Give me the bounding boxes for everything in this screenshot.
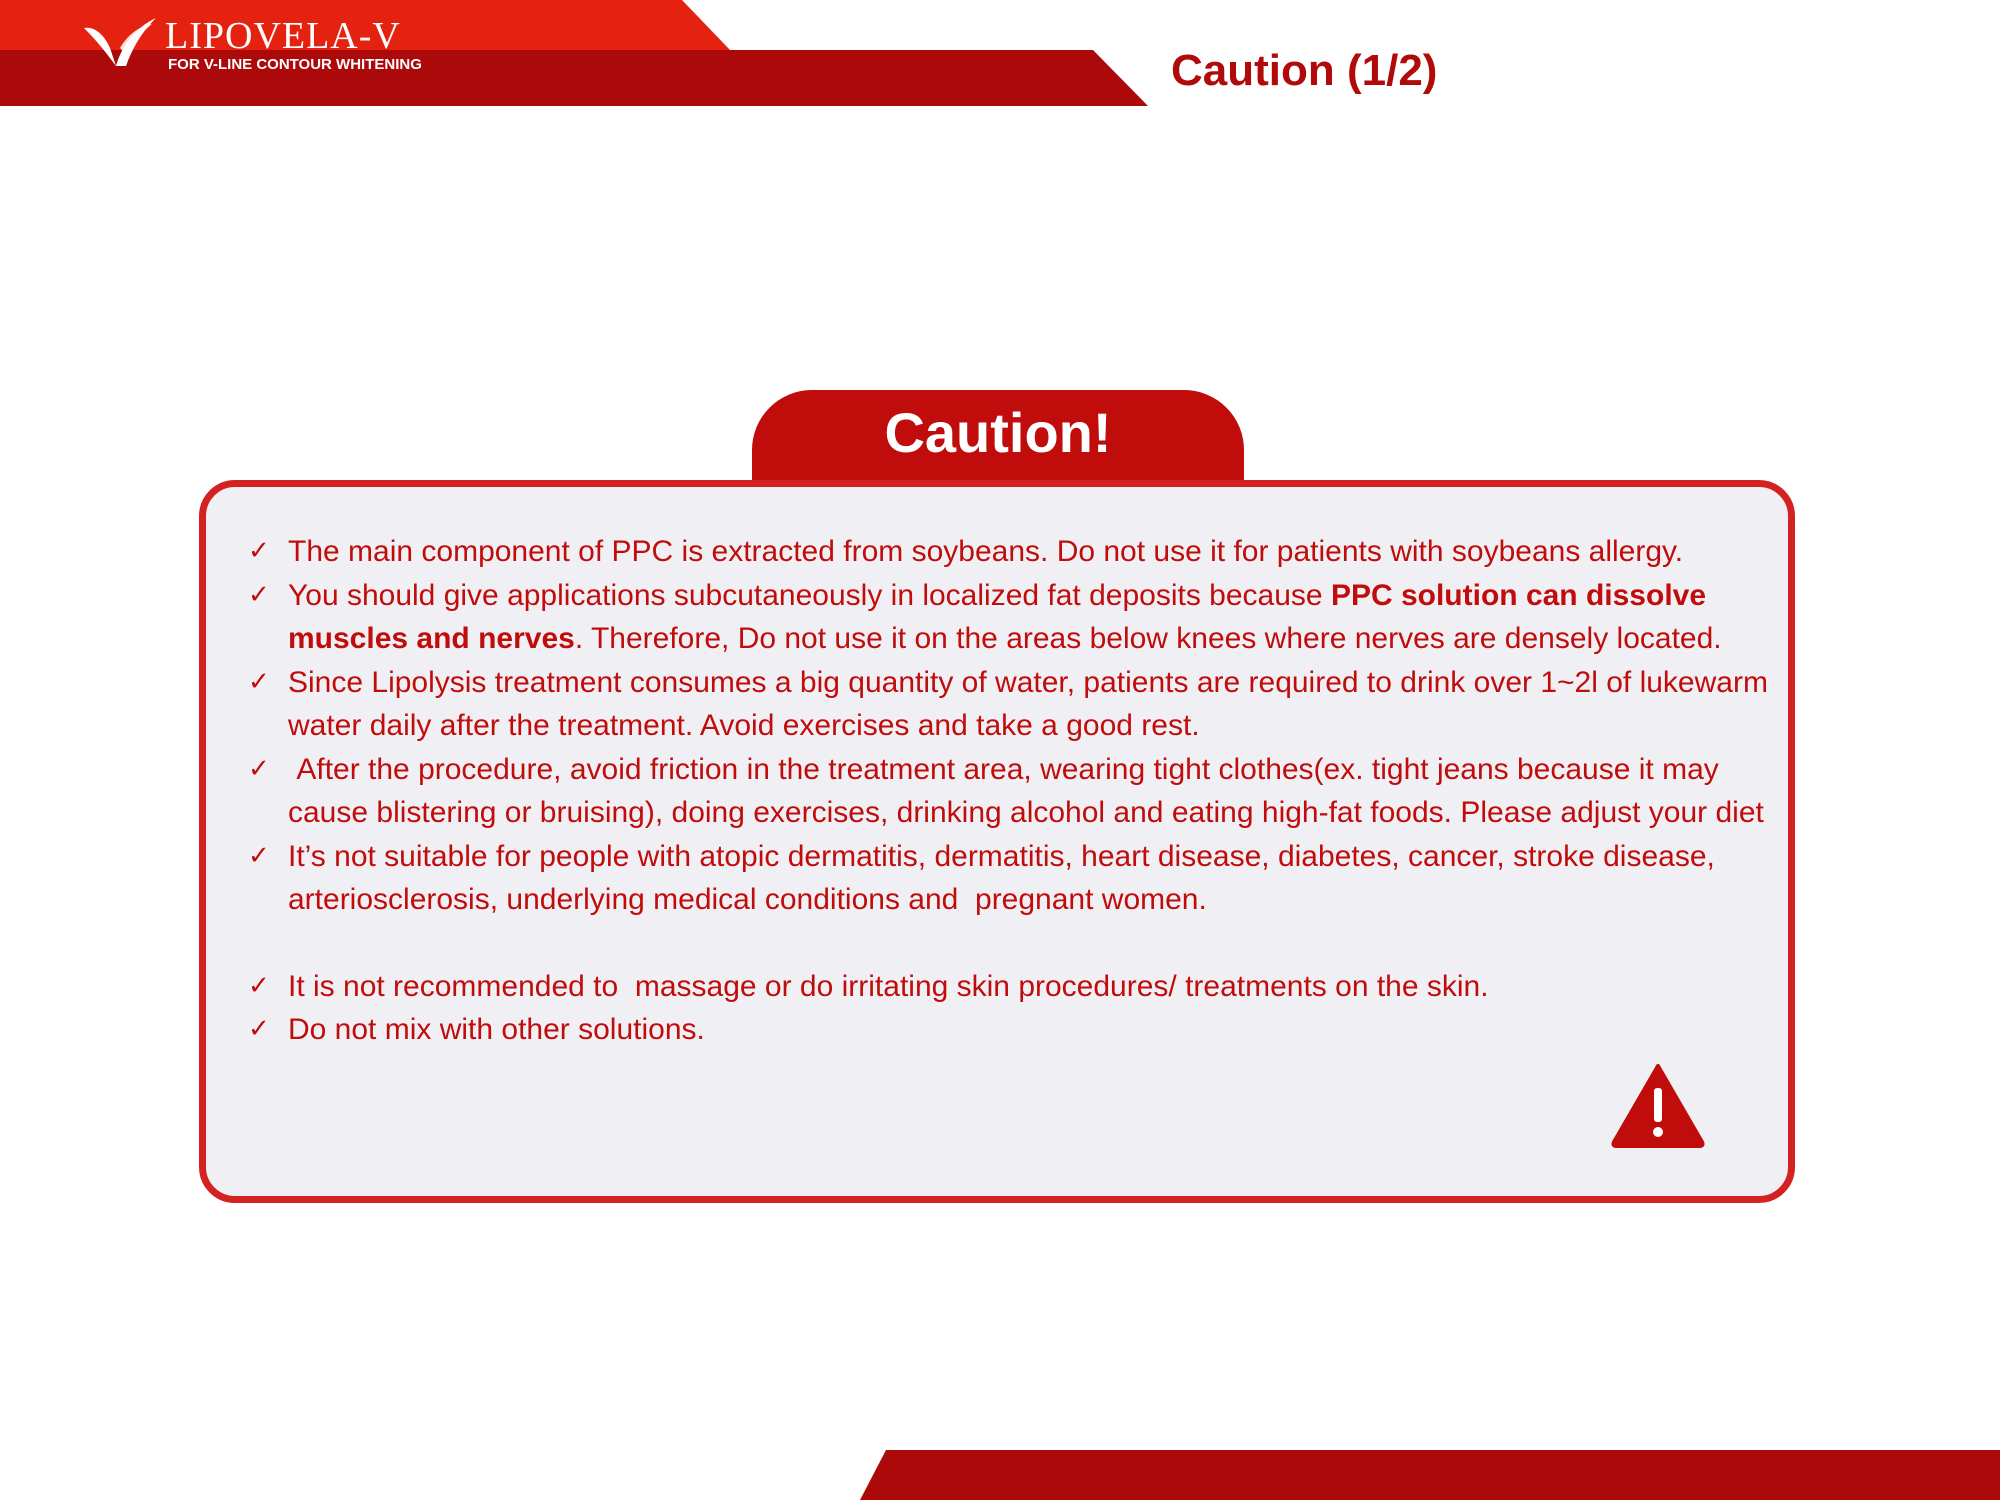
brand-name: LIPOVELA-V — [165, 15, 401, 57]
list-item — [248, 748, 1768, 835]
warning-triangle-icon — [1610, 1062, 1706, 1148]
page-title: Caution (1/2) — [1171, 46, 1438, 95]
caution-list — [248, 530, 1768, 1052]
item-text: You should give applications subcutaneously in localized fat deposits because — [288, 578, 1331, 612]
footer-band — [860, 1450, 2000, 1500]
check-icon: ✓ — [248, 840, 270, 871]
list-item — [248, 530, 1768, 574]
check-icon: ✓ — [248, 1014, 270, 1044]
list-item — [248, 965, 1768, 1009]
item-text: It’s not suitable for people with atopic dermatitis, dermatitis, heart disease, diabetes, cancer, stroke disease, arteriosclerosis, underlying medical conditions and pregnant women. — [288, 839, 1732, 916]
check-icon: ✓ — [248, 579, 270, 610]
item-text: Do not mix with other solutions. — [288, 1013, 705, 1046]
list-item — [248, 661, 1768, 748]
item-highlight: PPC solution can dissolve muscles and nerves — [288, 578, 1707, 655]
check-icon: ✓ — [248, 536, 270, 566]
item-text: The main component of PPC is extracted from soybeans. Do not use it for patients with soybeans allergy. — [288, 535, 1684, 568]
item-text: Since Lipolysis treatment consumes a big quantity of water, patients are required to drink over 1~2l of lukewarm water daily after the treatment. Avoid exercises and take a good rest. — [288, 665, 1768, 742]
item-text: It is not recommended to massage or do irritating skin procedures/ treatments on the skin. — [288, 969, 1489, 1003]
list-item — [248, 1008, 1768, 1052]
list-item — [248, 835, 1768, 922]
caution-heading: Caution! — [884, 401, 1112, 464]
check-icon: ✓ — [248, 666, 270, 697]
item-text: After the procedure, avoid friction in the treatment area, wearing tight clothes(ex. tight jeans because it may cause blistering or bruising), doing exercises, drinking alcohol and eating high-fat foods. Please adjust your diet — [288, 752, 1764, 829]
check-icon: ✓ — [248, 753, 270, 784]
check-icon: ✓ — [248, 970, 270, 1001]
item-text: . Therefore, Do not use it on the areas below knees where nerves are densely located. — [574, 622, 1722, 655]
wing-logo-icon — [80, 14, 160, 76]
brand-tagline: FOR V-LINE CONTOUR WHITENING — [168, 56, 422, 73]
list-item — [248, 574, 1768, 661]
